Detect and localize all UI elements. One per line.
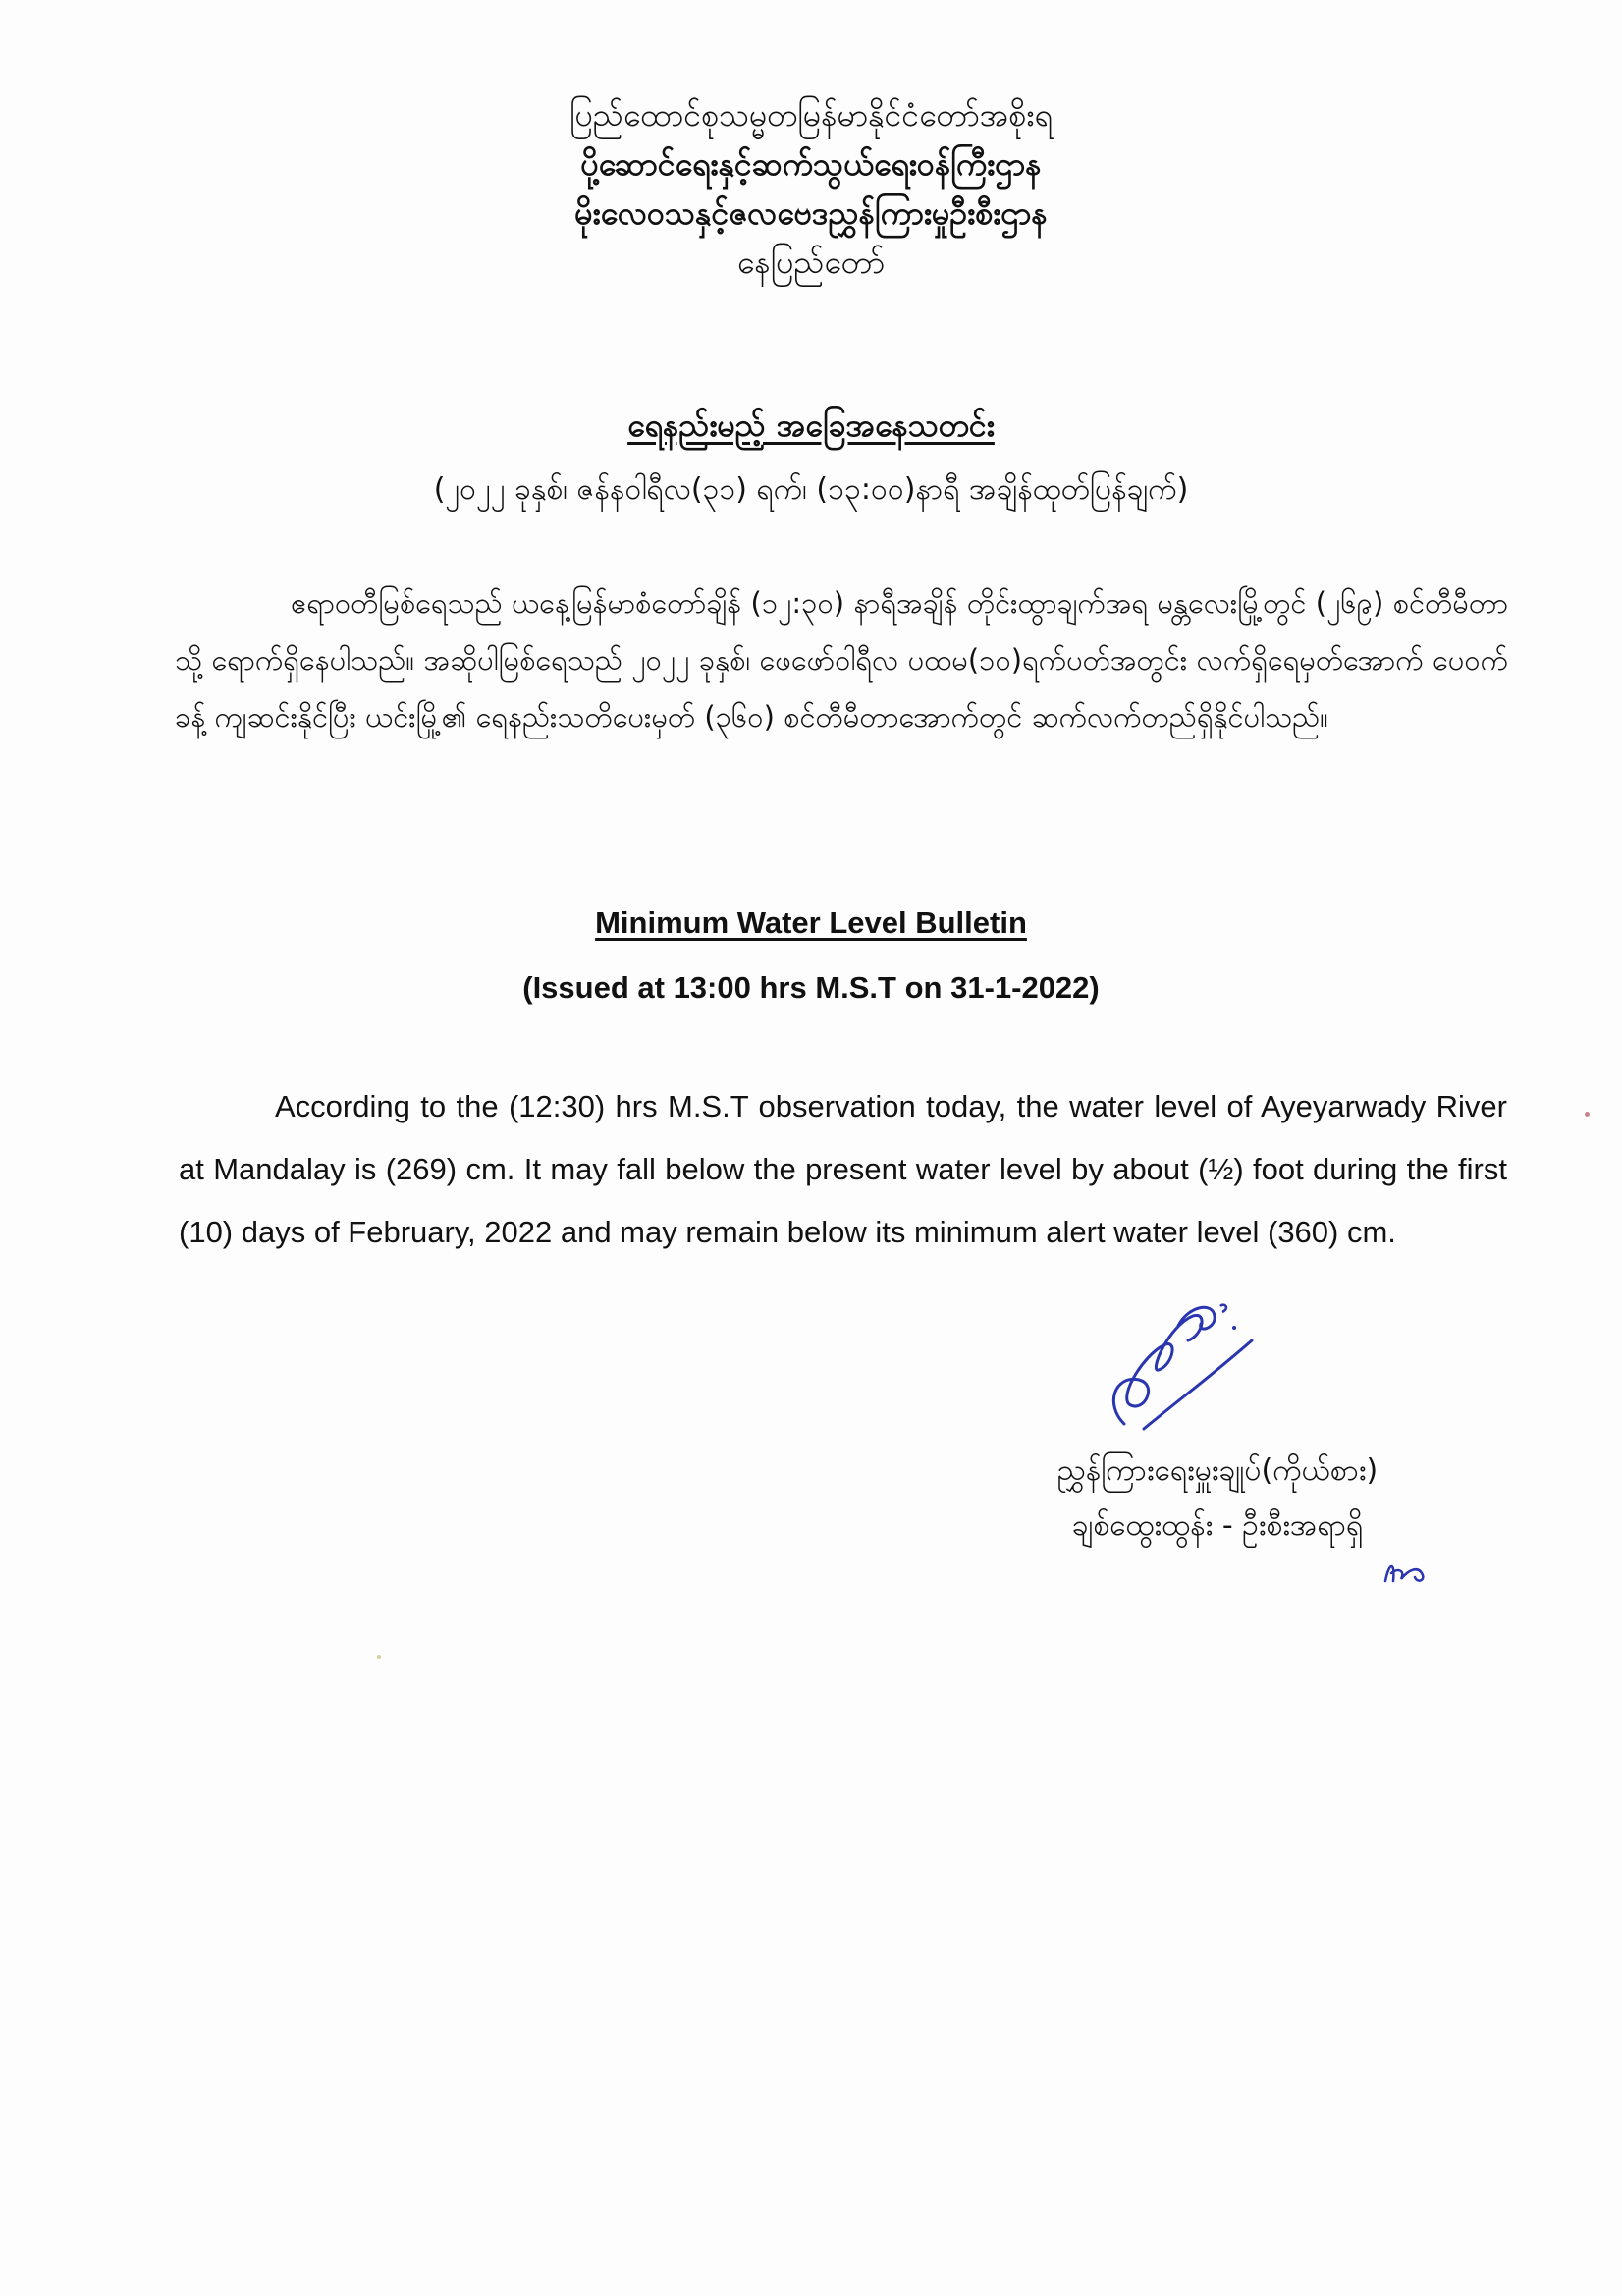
government-name: ပြည်ထောင်စုသမ္မတမြန်မာနိုင်ငံတော်အစိုးရ — [569, 96, 1053, 134]
myanmar-bulletin-title: ရေနည်းမည့် အခြေအနေသတင်း — [627, 407, 995, 444]
location-name: နေပြည်တော် — [736, 244, 886, 281]
letterhead — [0, 90, 1622, 287]
signatory-title: ညွှန်ကြားရေးမှူးချုပ်(ကိုယ်စား) — [1056, 1453, 1379, 1488]
myanmar-bulletin-issued: (၂၀၂၂ ခုနှစ်၊ ဇန်နဝါရီလ(၃၁) ရက်၊ (၁၃:၀၀)နာရီ အချိန်ထုတ်ပြန်ချက်) — [433, 472, 1189, 507]
department-name: မိုးလေဝသနှင့်ဇလဗေဒညွှန်ကြားမှုဦးစီးဌာန — [574, 194, 1048, 232]
myanmar-bulletin-body: ဧရာဝတီမြစ်ရေသည် ယနေ့မြန်မာစံတော်ချိန် (၁၂:၃၀) နာရီအချိန် တိုင်းထွာချက်အရ မန္တလေးမြို့တွင် (၂၆၉) စင်တီမီတာသို့ ရောက်ရှိနေပါသည်။ အဆိုပါမြစ်ရေသည် ၂၀၂၂ ခုနှစ်၊ ဖေဖော်ဝါရီလ ပထမ(၁၀)ရက်ပတ်အတွင်း လက်ရှိရေမှတ်အောက် ပေဝက်ခန့် ကျဆင်းနိုင်ပြီး ယင်းမြို့၏ ရေနည်းသတိပေးမှတ် (၃၆၀) စင်တီမီတာအောက်တွင် ဆက်လက်တည်ရှိနိုင်ပါသည်။ — [175, 586, 1508, 734]
signature-icon — [1085, 1286, 1262, 1434]
signatory-name: ချစ်ထွေးထွန်း - ဦးစီးအရာရှိ — [1071, 1508, 1364, 1543]
english-bulletin-body: According to the (12:30) hrs M.S.T observation today, the water level of Ayeyarwady River at Mandalay is (269) cm. It may fall below the present water level by about (½) foot during the first (10) days of February, 2022 and may remain below its minimum alert water level (360) cm. — [179, 1089, 1507, 1249]
paper-speck — [1585, 1112, 1590, 1117]
english-bulletin-issued: (Issued at 13:00 hrs M.S.T on 31-1-2022) — [522, 970, 1100, 1005]
paper-speck — [377, 1655, 381, 1659]
signatory-block — [962, 1444, 1473, 1554]
ministry-name: ပို့ဆောင်ရေးနှင့်ဆက်သွယ်ရေးဝန်ကြီးဌာန — [580, 145, 1042, 183]
initials-icon — [1379, 1552, 1438, 1591]
english-bulletin-title: Minimum Water Level Bulletin — [595, 905, 1027, 940]
